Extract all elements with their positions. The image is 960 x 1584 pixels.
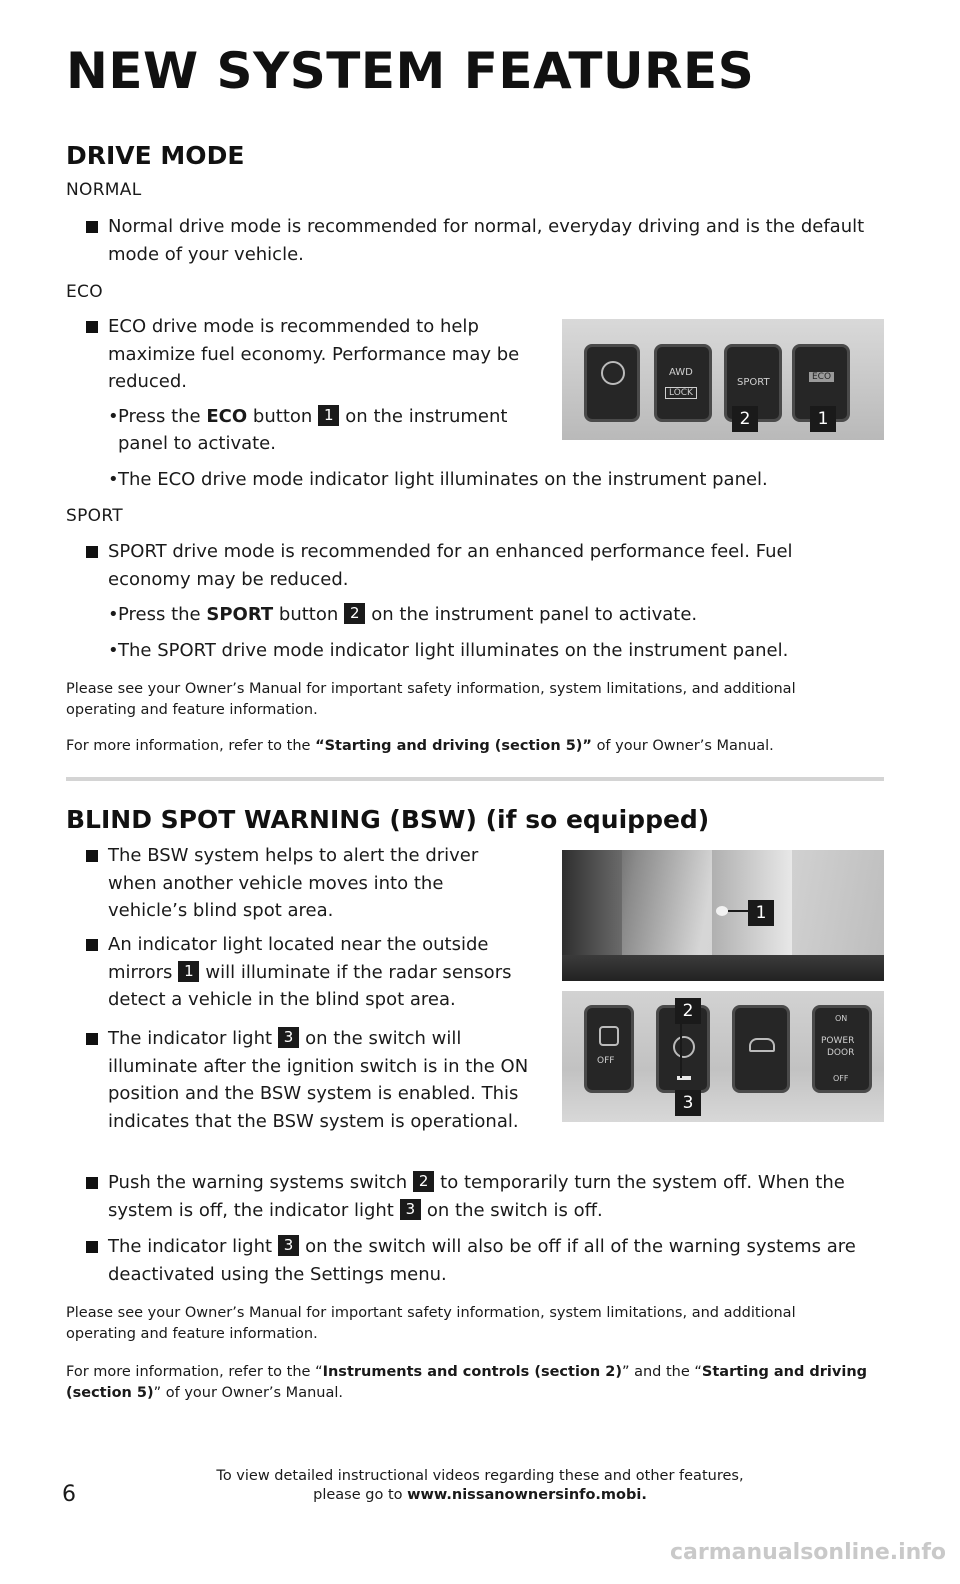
door-label: DOOR	[827, 1048, 855, 1058]
drive-mode-title: DRIVE MODE	[66, 141, 245, 170]
drive-mode-reference: For more information, refer to the “Starting and driving (section 5)” of your Owner’s Manual.	[66, 738, 774, 754]
warning-systems-icon	[673, 1036, 695, 1058]
callout-2: 2	[675, 998, 701, 1024]
bsw-bullet-5: The indicator light 3 on the switch will also be off if all of the warning systems are deactivated using the Settings menu.	[108, 1233, 878, 1288]
bsw-bullet-1: The BSW system helps to alert the driver when another vehicle moves into the vehicle’s blind spot area.	[108, 842, 528, 925]
drive-mode-buttons-photo	[562, 319, 884, 440]
footer-note	[0, 1467, 960, 1505]
sport-indicator-text: • The SPORT drive mode indicator light illuminates on the instrument panel.	[108, 640, 789, 661]
bsw-bullet-4: Push the warning systems switch 2 to temporarily turn the system off. When the system is off, the indicator light 3 on the switch is off.	[108, 1169, 878, 1224]
callout-badge: 2	[344, 603, 365, 624]
owners-info-link[interactable]: www.nissanownersinfo.mobi.	[407, 1487, 647, 1503]
sport-press-text: • Press the SPORT button 2 on the instrument panel to activate.	[108, 604, 698, 625]
callout-badge: 1	[318, 405, 339, 426]
off-label-2: OFF	[833, 1074, 849, 1083]
sport-label: SPORT	[66, 506, 123, 526]
off-label: OFF	[597, 1056, 615, 1066]
normal-label: NORMAL	[66, 180, 142, 200]
traction-off-button	[584, 1005, 634, 1093]
on-label: ON	[835, 1014, 848, 1023]
drive-mode-safety-note: Please see your Owner’s Manual for important safety information, system limitations, and additional operating and feature information.	[66, 681, 796, 718]
normal-bullet: Normal drive mode is recommended for normal, everyday driving and is the default mode of your vehicle.	[108, 213, 868, 268]
callout-badge: 1	[178, 961, 199, 982]
mirror-indicator-photo	[562, 850, 884, 981]
callout-3: 3	[675, 1090, 701, 1116]
traction-icon	[599, 1026, 619, 1046]
heated-steering-button	[584, 344, 640, 422]
eco-bullet: ECO drive mode is recommended to help maximize fuel economy. Performance may be reduced.	[108, 313, 538, 396]
eco-button-label: ECO	[809, 372, 834, 382]
bsw-title: BLIND SPOT WARNING (BSW) (if so equipped)	[66, 805, 710, 834]
callout-line	[680, 1018, 682, 1078]
callout-line	[728, 910, 748, 912]
callout-2: 2	[732, 406, 758, 432]
liftgate-button	[732, 1005, 790, 1093]
sport-bullet: SPORT drive mode is recommended for an enhanced performance feel. Fuel economy may be reduced.	[108, 538, 848, 593]
sport-button-label: SPORT	[737, 377, 770, 388]
footer-line-1: To view detailed instructional videos regarding these and other features,	[216, 1468, 744, 1484]
callout-badge: 3	[400, 1199, 421, 1220]
section-divider	[66, 777, 884, 781]
callout-badge: 3	[278, 1235, 299, 1256]
bsw-bullet-3: The indicator light 3 on the switch will illuminate after the ignition switch is in the ON position and the BSW system is enabled. This indicates that the BSW system is operational.	[108, 1025, 538, 1135]
bsw-reference: For more information, refer to the “Instruments and controls (section 2)” and the “Starting and driving (section 5)” of your Owner’s Manual.	[66, 1364, 868, 1401]
awd-label: AWD	[669, 367, 693, 378]
footer-line-2: please go to www.nissanownersinfo.mobi.	[313, 1487, 647, 1503]
callout-1: 1	[748, 900, 774, 926]
eco-press-text: • Press the ECO button 1 on the instrument panel to activate.	[108, 406, 508, 454]
power-label: POWER	[821, 1036, 855, 1046]
page-title: NEW SYSTEM FEATURES	[66, 42, 755, 100]
awd-lock-button	[654, 344, 712, 422]
lock-label: LOCK	[665, 387, 697, 399]
steering-wheel-icon	[601, 361, 625, 385]
page-number: 6	[62, 1482, 76, 1507]
eco-label: ECO	[66, 282, 103, 302]
bsw-switch-photo	[562, 991, 884, 1122]
callout-1: 1	[810, 406, 836, 432]
watermark: carmanualsonline.info	[670, 1540, 946, 1565]
bsw-indicator-light	[716, 906, 728, 916]
callout-badge: 2	[413, 1171, 434, 1192]
eco-indicator-text: • The ECO drive mode indicator light illuminates on the instrument panel.	[108, 469, 768, 490]
callout-badge: 3	[278, 1027, 299, 1048]
dashboard-edge	[562, 955, 884, 981]
liftgate-icon	[749, 1038, 775, 1052]
bsw-bullet-2: An indicator light located near the outside mirrors 1 will illuminate if the radar sensors detect a vehicle in the blind spot area.	[108, 931, 553, 1014]
power-door-switch	[812, 1005, 872, 1093]
bsw-safety-note: Please see your Owner’s Manual for important safety information, system limitations, and additional operating and feature information.	[66, 1305, 796, 1342]
